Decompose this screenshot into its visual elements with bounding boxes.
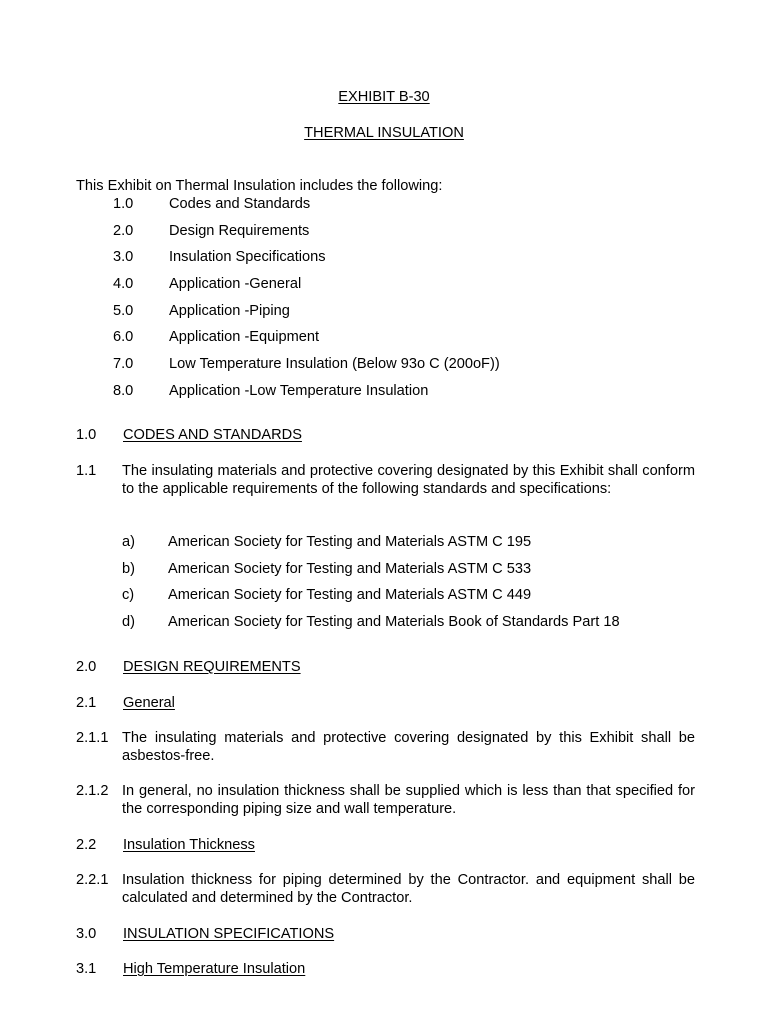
toc-item: Application -Equipment — [169, 329, 320, 345]
list-letter: b) — [122, 561, 135, 577]
toc-item: Codes and Standards — [169, 196, 311, 212]
clause-text: The insulating materials and protective covering designated by this Exhibit shall conform to the applicable requirements of the following standards and specifications: — [122, 463, 695, 497]
section-heading: CODES AND STANDARDS — [123, 427, 302, 443]
toc-item: Application -General — [169, 276, 302, 292]
section-heading: INSULATION SPECIFICATIONS — [123, 926, 335, 942]
list-item: American Society for Testing and Materials ASTM C 533 — [168, 561, 532, 577]
clause-text: The insulating materials and protective covering designated by this Exhibit shall be asbestos-free. — [122, 730, 695, 764]
clause-heading: Insulation Thickness — [123, 837, 255, 853]
toc-number: 2.0 — [113, 223, 134, 239]
toc-number: 7.0 — [113, 356, 134, 372]
list-letter: c) — [122, 587, 135, 603]
toc-number: 8.0 — [113, 383, 134, 399]
list-item: American Society for Testing and Materials ASTM C 449 — [168, 587, 532, 603]
list-letter: a) — [122, 534, 135, 550]
list-item: American Society for Testing and Materials Book of Standards Part 18 — [168, 614, 620, 630]
toc-number: 5.0 — [113, 303, 134, 319]
exhibit-title: EXHIBIT B-30 — [338, 89, 430, 105]
section-number: 1.0 — [76, 427, 97, 443]
toc-number: 4.0 — [113, 276, 134, 292]
clause-text: In general, no insulation thickness shall be supplied which is less than that specified for the corresponding piping size and wall temperature. — [122, 783, 695, 817]
clause-number: 2.2 — [76, 837, 97, 853]
clause-heading: General — [123, 695, 175, 711]
toc-number: 3.0 — [113, 249, 134, 265]
toc-number: 1.0 — [113, 196, 134, 212]
clause-number: 2.1.2 — [76, 783, 109, 799]
clause-number: 1.1 — [76, 463, 97, 479]
clause-text: Insulation thickness for piping determined by the Contractor. and equipment shall be calculated and determined by the Contractor. — [122, 872, 695, 906]
clause-number: 2.1 — [76, 695, 97, 711]
section-number: 2.0 — [76, 659, 97, 675]
toc-item: Application -Low Temperature Insulation — [169, 383, 429, 399]
toc-item: Design Requirements — [169, 223, 310, 239]
section-heading: DESIGN REQUIREMENTS — [123, 659, 301, 675]
toc-item: Insulation Specifications — [169, 249, 326, 265]
toc-item: Application -Piping — [169, 303, 290, 319]
toc-number: 6.0 — [113, 329, 134, 345]
clause-number: 2.1.1 — [76, 730, 109, 746]
clause-number: 3.1 — [76, 961, 97, 977]
clause-number: 2.2.1 — [76, 872, 109, 888]
toc-item: Low Temperature Insulation (Below 93o C (200oF)) — [169, 356, 500, 372]
clause-heading: High Temperature Insulation — [123, 961, 306, 977]
intro-text: This Exhibit on Thermal Insulation includes the following: — [76, 178, 443, 194]
list-letter: d) — [122, 614, 135, 630]
section-number: 3.0 — [76, 926, 97, 942]
subject-title: THERMAL INSULATION — [304, 125, 464, 141]
list-item: American Society for Testing and Materials ASTM C 195 — [168, 534, 532, 550]
